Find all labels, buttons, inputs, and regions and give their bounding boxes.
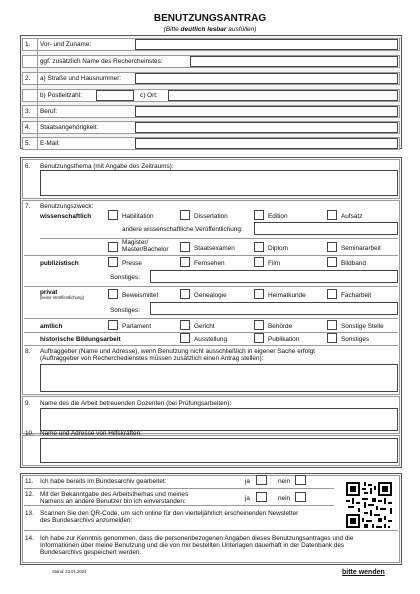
q11-label: Ich habe bereits im Bundesarchiv gearbeitet:: [40, 478, 167, 485]
turn-page-note: bitte wenden: [342, 569, 385, 576]
behoerde-checkbox[interactable]: [254, 320, 264, 330]
q12-label-1: Mit der Bekanntgabe des Arbeitsthemas und meines: [40, 491, 189, 498]
client-field[interactable]: [40, 364, 398, 392]
helpers-label: Name und Adresse von Hilfskräften:: [40, 430, 142, 437]
film-checkbox[interactable]: [254, 257, 264, 267]
private-other-field[interactable]: [150, 302, 398, 315]
q13-label-2: des Bundesarchivs anzumelden:: [40, 517, 133, 524]
form-title: BENUTZUNGSANTRAG: [153, 13, 267, 24]
client-note: (Auftraggeber von Recherchedienstes müssen zusätzlich einen Antrag stellen):: [40, 355, 264, 362]
edition-checkbox[interactable]: [254, 210, 264, 220]
street-label: a) Straße und Hausnummer:: [40, 75, 121, 82]
magister-checkbox[interactable]: [108, 242, 118, 252]
version-date: Stand: 23.01.2024: [52, 569, 87, 574]
category-journalistic: publizistisch: [40, 260, 79, 267]
dissertation-checkbox[interactable]: [180, 210, 190, 220]
habilitation-checkbox[interactable]: [108, 210, 118, 220]
topic-field[interactable]: [40, 170, 398, 196]
zip-label: b) Postleitzahl:: [40, 92, 82, 99]
client-label: Auftraggeber (Name und Adresse), wenn Benutzung nicht ausschließlich in eigener Sache erfolgt: [40, 348, 315, 355]
researcher-field[interactable]: [190, 56, 398, 67]
category-scientific: wissenschaftlich: [40, 213, 92, 220]
presse-checkbox[interactable]: [108, 257, 118, 267]
researcher-label: ggf. zusätzlich Name des Rechercheinstes:: [40, 58, 163, 65]
topic-label: Benutzungsthema (mit Angabe des Zeitraums):: [40, 163, 174, 170]
seminararbeit-checkbox[interactable]: [327, 242, 337, 252]
bildband-checkbox[interactable]: [327, 257, 337, 267]
category-official: amtlich: [40, 323, 63, 330]
parlament-checkbox[interactable]: [108, 320, 118, 330]
q12-label-2: Namens an andere Benutzer bin ich einverstanden:: [40, 498, 186, 505]
form-subtitle: (Bitte deutlich lesbar ausfüllen): [163, 26, 257, 33]
nationality-label: Staatsangehörigkeit:: [40, 124, 99, 131]
city-field[interactable]: [168, 90, 398, 101]
q14-text-2: Informationen über meine Benutzung und die von mir bestellten Unterlagen dauerhaft in der Datenbank des: [40, 542, 345, 549]
heimatkunde-checkbox[interactable]: [254, 289, 264, 299]
genealogie-checkbox[interactable]: [180, 289, 190, 299]
diplom-checkbox[interactable]: [254, 242, 264, 252]
aufsatz-checkbox[interactable]: [327, 210, 337, 220]
q11-yes-checkbox[interactable]: [256, 475, 267, 485]
q14-text-1: Ich habe zur Kenntnis genommen, dass die personenbezogenen Angaben dieses Benutzungsantrages und die: [40, 535, 354, 542]
job-label: Beruf:: [40, 108, 58, 115]
beweismittel-checkbox[interactable]: [108, 289, 118, 299]
publikation-checkbox[interactable]: [254, 333, 264, 343]
category-historical-education: historische Bildungsarbeit: [40, 336, 121, 343]
job-field[interactable]: [135, 106, 398, 117]
facharbeit-checkbox[interactable]: [327, 289, 337, 299]
staatsexamen-checkbox[interactable]: [180, 242, 190, 252]
lecturer-field[interactable]: [40, 408, 398, 431]
street-field[interactable]: [135, 73, 398, 84]
helpers-field[interactable]: [40, 438, 398, 463]
category-private: privat: [40, 289, 58, 296]
sonstige-stelle-checkbox[interactable]: [327, 320, 337, 330]
q12-yes-checkbox[interactable]: [256, 492, 267, 502]
lecturer-label: Name des die Arbeit betreuenden Dozenten (bei Prüfungsarbeiten):: [40, 400, 232, 407]
purpose-label: Benutzungszweck:: [40, 203, 94, 210]
journalistic-other-field[interactable]: [150, 270, 398, 283]
other-publication-field[interactable]: [254, 222, 398, 235]
q12-no-checkbox[interactable]: [295, 492, 306, 502]
email-label: E-Mail:: [40, 140, 60, 147]
q14-text-3: Bundesarchivs gespeichert werden.: [40, 549, 142, 556]
fernsehen-checkbox[interactable]: [180, 257, 190, 267]
sonstiges-hist-checkbox[interactable]: [327, 333, 337, 343]
email-field[interactable]: [135, 138, 398, 149]
nationality-field[interactable]: [135, 122, 398, 133]
city-label: c) Ort:: [140, 92, 158, 99]
zip-field[interactable]: [96, 90, 134, 101]
newsletter-qr-code[interactable]: [344, 480, 394, 530]
name-field[interactable]: [135, 39, 398, 50]
q11-no-checkbox[interactable]: [295, 475, 306, 485]
gericht-checkbox[interactable]: [180, 320, 190, 330]
q13-label-1: Scannen Sie den QR-Code, um sich online für den vierteljährlich erscheinenden Newsletter: [40, 510, 299, 517]
ausstellung-checkbox[interactable]: [180, 333, 190, 343]
name-label: Vor- und Zuname:: [40, 41, 92, 48]
